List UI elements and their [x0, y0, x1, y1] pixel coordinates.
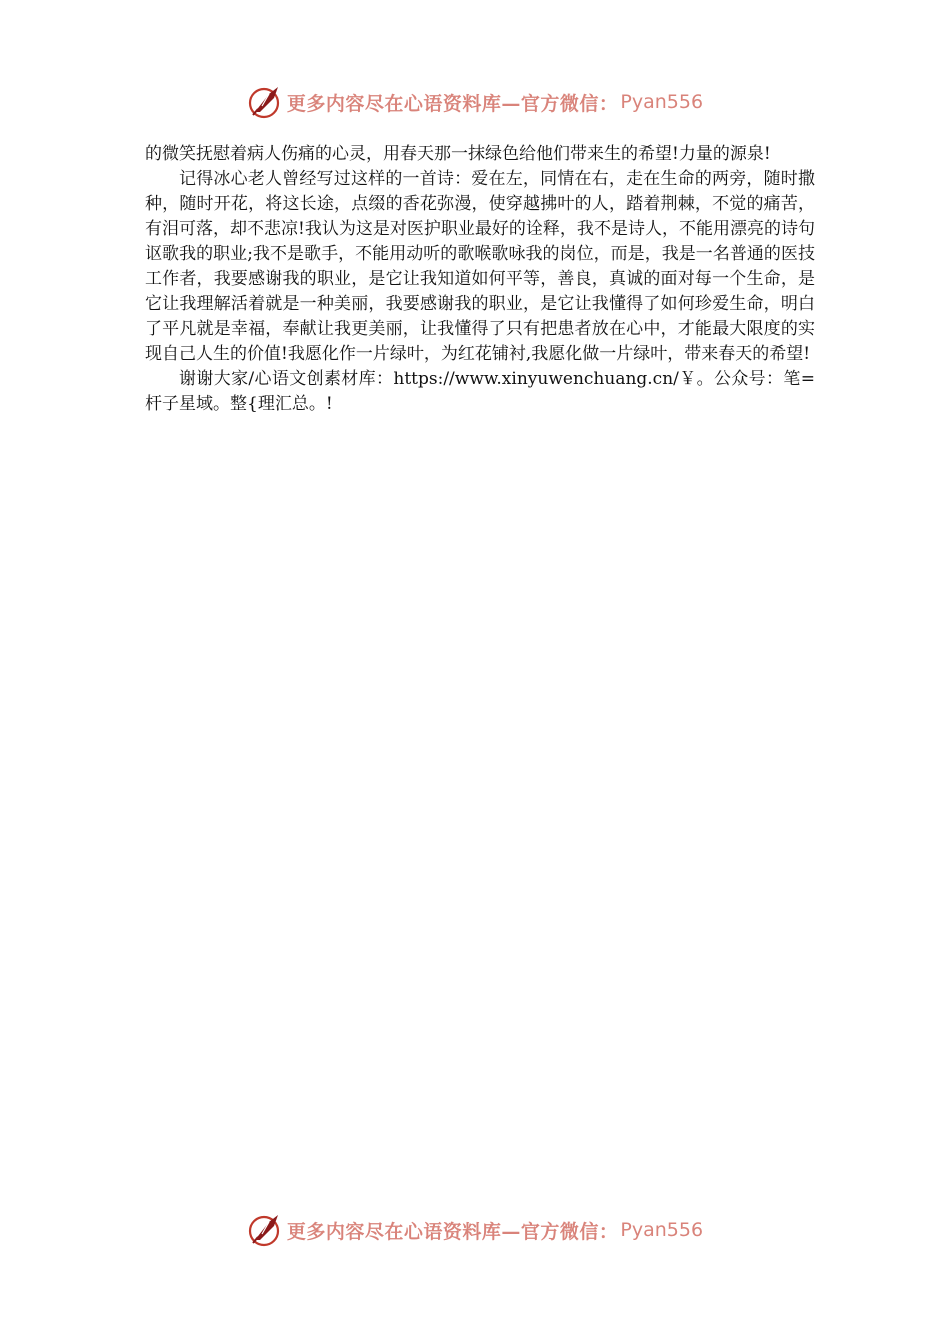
header-banner: [0, 82, 950, 122]
quill-pen-logo-icon: [247, 1212, 283, 1248]
paragraph-3: 谢谢大家/心语文创素材库：https://www.xinyuwenchuang.cn/￥。公众号：笔=杆子星域。整{理汇总。!: [145, 369, 815, 414]
footer-banner: [0, 1210, 950, 1250]
header-wechat-id: Pyan556: [620, 91, 704, 113]
paragraph-2: 记得冰心老人曾经写过这样的一首诗：爱在左，同情在右，走在生命的两旁，随时撒种，随时开花，将这长途，点缀的香花弥漫，使穿越拂叶的人，踏着荆棘，不觉的痛苦，有泪可落，却不悲凉!我认为这是对医护职业最好的诠释，我不是诗人，不能用漂亮的诗句讴歌我的职业;我不是歌手，不能用动听的歌喉歌咏我的岗位，而是，我是一名普通的医技工作者，我要感谢我的职业，是它让我知道如何平等，善良，真诚的面对每一个生命，是它让我理解活着就是一种美丽，我要感谢我的职业，是它让我懂得了如何珍爱生命，明白了平凡就是幸福，奉献让我更美丽，让我懂得了只有把患者放在心中，才能最大限度的实现自己人生的价值!我愿化作一片绿叶，为红花铺衬,我愿化做一片绿叶，带来春天的希望!: [145, 169, 815, 364]
paragraph-1: 的微笑抚慰着病人伤痛的心灵，用春天那一抹绿色给他们带来生的希望!力量的源泉!: [145, 144, 771, 164]
document-body: [145, 142, 815, 417]
footer-banner-text: 更多内容尽在心语资料库—官方微信：: [286, 1220, 619, 1243]
header-banner-text: 更多内容尽在心语资料库—官方微信：: [286, 92, 619, 115]
footer-wechat-id: Pyan556: [620, 1219, 704, 1241]
quill-pen-logo-icon: [247, 84, 283, 120]
